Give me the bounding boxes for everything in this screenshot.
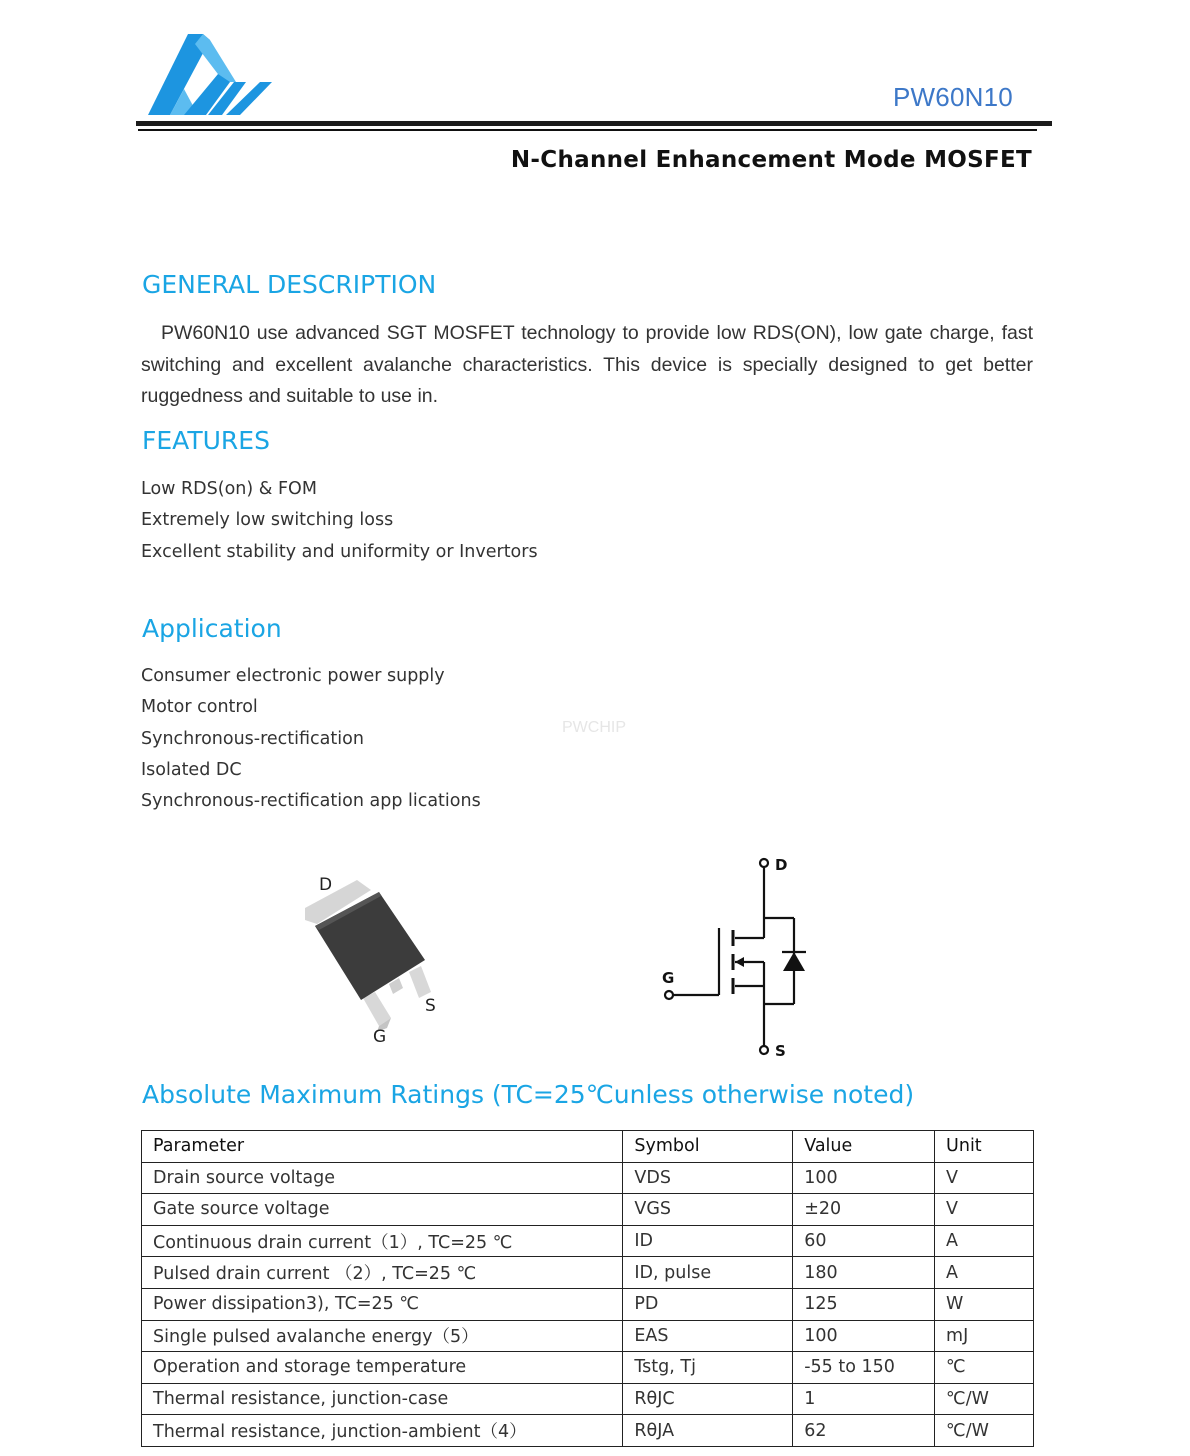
cell-unit: ℃/W [935, 1415, 1034, 1447]
cell-unit: W [935, 1288, 1034, 1320]
features-list [141, 474, 538, 568]
pkg-label-s: S [425, 996, 436, 1016]
cell-unit: A [935, 1257, 1034, 1289]
cell-parameter: Thermal resistance, junction-ambient（4） [142, 1415, 623, 1447]
cell-value: 62 [793, 1415, 935, 1447]
cell-value: 100 [793, 1162, 935, 1194]
table-row [142, 1415, 1034, 1447]
cell-unit: mJ [935, 1320, 1034, 1352]
application-item: Consumer electronic power supply [141, 666, 445, 686]
column-header: Unit [935, 1131, 1034, 1163]
table-row [142, 1194, 1034, 1226]
cell-unit: A [935, 1225, 1034, 1257]
cell-value: 180 [793, 1257, 935, 1289]
features-heading: FEATURES [142, 426, 270, 455]
cell-parameter: Single pulsed avalanche energy（5） [142, 1320, 623, 1352]
application-item: Synchronous-rectification app lications [141, 791, 481, 812]
cell-parameter: Pulsed drain current （2）, TC=25 ℃ [142, 1257, 623, 1289]
header-rule-thick [136, 121, 1052, 126]
schem-label-d: D [775, 856, 788, 874]
part-number: PW60N10 [893, 82, 1013, 112]
table-row [142, 1383, 1034, 1415]
table-row [142, 1320, 1034, 1352]
cell-symbol: ID [623, 1225, 793, 1257]
cell-value: 125 [793, 1288, 935, 1320]
table-row [142, 1225, 1034, 1257]
header-rule-thin [138, 129, 1037, 131]
pw-logo-icon [148, 34, 274, 116]
general-description-text: PW60N10 use advanced SGT MOSFET technology to provide low RDS(ON), low gate charge, fast switching and excellent avalanche characteristics. This device is specially designed to get better ruggedness and suitable to use in. [141, 322, 1033, 407]
cell-unit: ℃/W [935, 1383, 1034, 1415]
cell-symbol: VGS [623, 1194, 793, 1226]
cell-value: 60 [793, 1225, 935, 1257]
cell-symbol: RθJC [623, 1383, 793, 1415]
cell-parameter: Gate source voltage [142, 1194, 623, 1226]
ratings-heading: Absolute Maximum Ratings (TC=25℃unless otherwise noted) [142, 1080, 915, 1109]
cell-symbol: VDS [623, 1162, 793, 1194]
table-header-row [142, 1131, 1034, 1163]
cell-unit: V [935, 1162, 1034, 1194]
cell-value: ±20 [793, 1194, 935, 1226]
cell-parameter: Continuous drain current（1）, TC=25 ℃ [142, 1225, 623, 1257]
pkg-label-d: D [319, 875, 333, 895]
table-row [142, 1257, 1034, 1289]
schem-label-g: G [662, 969, 675, 987]
nmos-schematic-icon [655, 852, 820, 1062]
cell-parameter: Drain source voltage [142, 1162, 623, 1194]
general-description-heading: GENERAL DESCRIPTION [142, 270, 437, 299]
cell-symbol: ID, pulse [623, 1257, 793, 1289]
column-header: Parameter [142, 1131, 623, 1163]
cell-value: 100 [793, 1320, 935, 1352]
feature-item: Extremely low switching loss [141, 510, 394, 531]
application-item: Motor control [141, 697, 258, 718]
table-row [142, 1162, 1034, 1194]
cell-symbol: RθJA [623, 1415, 793, 1447]
watermark: PWCHIP [562, 719, 626, 736]
cell-symbol: PD [623, 1288, 793, 1320]
application-item: Synchronous-rectification [141, 728, 364, 749]
feature-item: Excellent stability and uniformity or Invertors [141, 541, 538, 562]
table-row [142, 1288, 1034, 1320]
application-item: Isolated DC [141, 759, 242, 780]
cell-parameter: Power dissipation3), TC=25 ℃ [142, 1288, 623, 1320]
to252-package-icon [295, 868, 455, 1048]
document-title: N-Channel Enhancement Mode MOSFET [510, 147, 1032, 173]
application-heading: Application [142, 614, 282, 643]
cell-unit: V [935, 1194, 1034, 1226]
cell-value: 1 [793, 1383, 935, 1415]
cell-unit: ℃ [935, 1352, 1034, 1384]
feature-item: Low RDS(on) & FOM [141, 479, 317, 499]
schem-label-s: S [775, 1042, 786, 1060]
column-header: Symbol [623, 1131, 793, 1163]
ratings-table [141, 1130, 1034, 1447]
cell-symbol: EAS [623, 1320, 793, 1352]
cell-symbol: Tstg, Tj [623, 1352, 793, 1384]
cell-value: -55 to 150 [793, 1352, 935, 1384]
column-header: Value [793, 1131, 935, 1163]
pkg-label-g: G [373, 1027, 387, 1047]
table-row [142, 1352, 1034, 1384]
cell-parameter: Operation and storage temperature [142, 1352, 623, 1384]
application-list [141, 661, 481, 817]
cell-parameter: Thermal resistance, junction-case [142, 1383, 623, 1415]
